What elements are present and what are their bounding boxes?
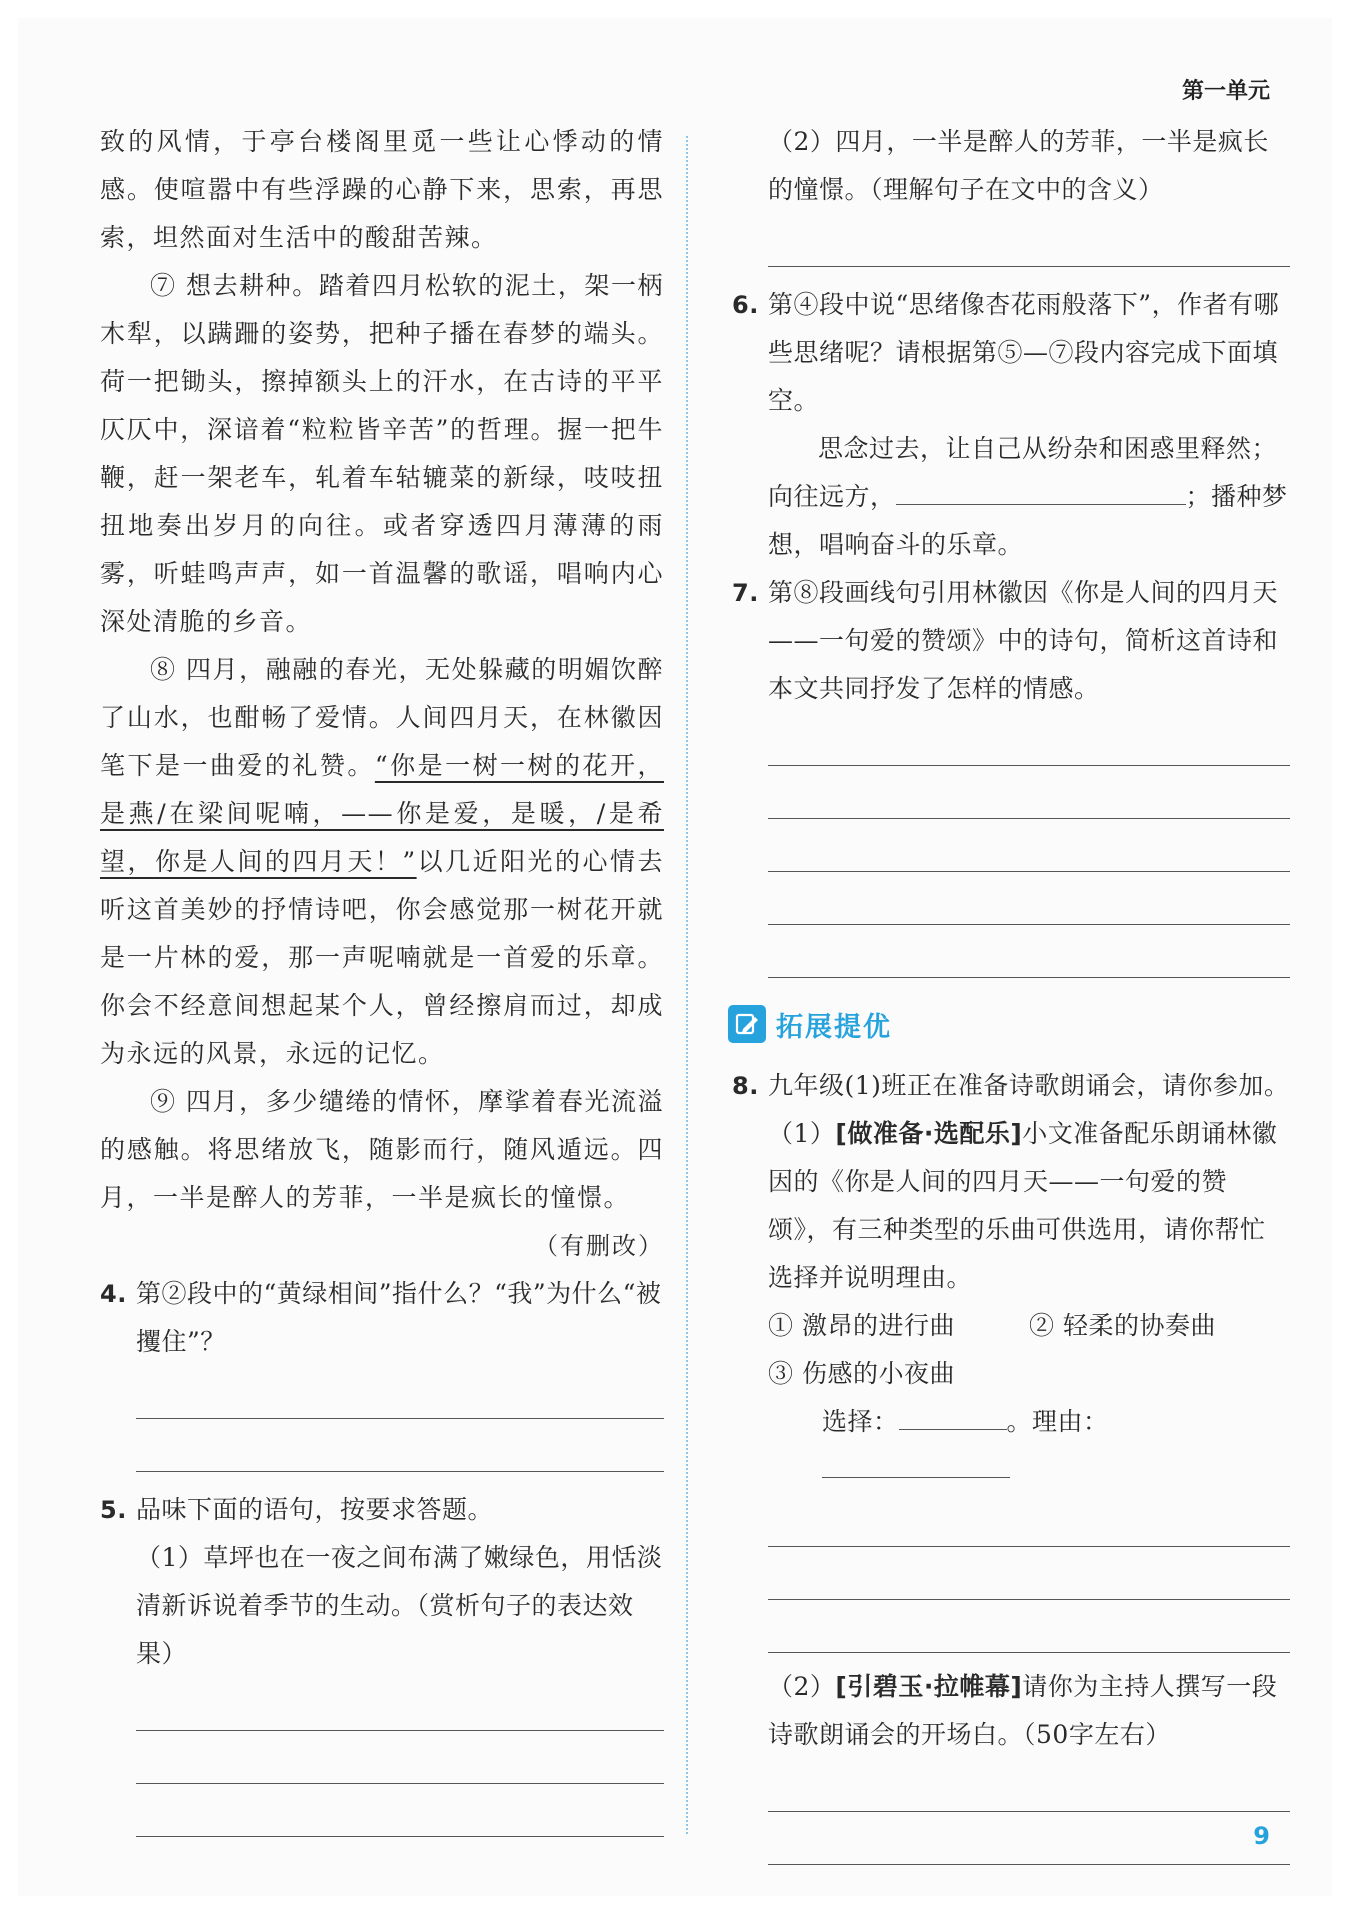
passage-paragraph-9: ⑨ 四月，多少缱绻的情怀，摩挲着春光流溢的感触。将思绪放飞，随影而行，随风遁远。四月，一半是醉人的芳菲，一半是疯长的憧憬。 <box>100 1087 664 1212</box>
question-5-number: 5. <box>100 1496 127 1524</box>
question-4-number: 4. <box>100 1280 127 1308</box>
paragraph-8-lead: ⑧ 四月，融融的春光，无处躲藏的明媚饮醉了山水，也酣畅了爱情。人间四月天，在林徽因笔下是一曲爱的礼赞。 <box>100 655 664 780</box>
paragraph-8-rest: 以几近阳光的心情去听这首美妙的抒情诗吧，你会感觉那一树花开就是一片林的爱，那一声呢喃就是一首爱的乐章。你会不经意间想起某个人，曾经擦肩而过，却成为永远的风景，永远的记忆。 <box>100 847 664 1068</box>
answer-line[interactable] <box>768 1600 1290 1653</box>
left-column <box>100 118 664 1837</box>
music-options <box>768 1302 1290 1350</box>
answer-line[interactable] <box>768 872 1290 925</box>
source-note: （有删改） <box>534 1232 664 1260</box>
question-5-sub-1: （1）草坪也在一夜之间布满了嫩绿色，用恬淡清新诉说着季节的生动。（赏析句子的表达效果） <box>136 1543 663 1668</box>
choice-label: 选择： <box>822 1407 899 1436</box>
passage-paragraph-7: ⑦ 想去耕种。踏着四月松软的泥土，架一柄木犁，以蹒跚的姿势，把种子播在春梦的端头。荷一把锄头，擦掉额头上的汗水，在古诗的平平仄仄中，深谙着“粒粒皆辛苦”的哲理。握一把牛鞭，赶一架老车，轧着车轱辘菜的新绿，吱吱扭扭地奏出岁月的向往。或者穿透四月薄薄的雨雾，听蛙鸣声声，如一首温馨的歌谣，唱响内心深处清脆的乡音。 <box>100 271 664 636</box>
question-4-text: 第②段中的“黄绿相间”指什么？“我”为什么“被攫住”？ <box>136 1279 662 1356</box>
answer-line[interactable] <box>136 1419 664 1472</box>
question-8-number: 8. <box>732 1072 759 1100</box>
answer-line[interactable] <box>768 766 1290 819</box>
question-8-sub-1 <box>768 1110 1290 1302</box>
sub-2-prefix: （2） <box>768 1672 836 1701</box>
answer-line[interactable] <box>136 1784 664 1837</box>
underlined-poem-quote: “你是一树一树的花开，是燕/在梁间呢喃，——你是爱，是暖，/是希望，你是人间的四月天！” <box>100 751 664 876</box>
question-5 <box>100 1486 664 1837</box>
question-6-fill-3: ；播种梦想，唱响奋斗的乐章。 <box>768 482 1288 559</box>
choice-line <box>768 1398 1290 1494</box>
question-5-sub-2: （2）四月，一半是醉人的芳菲，一半是疯长的憧憬。（理解句子在文中的含义） <box>768 127 1269 204</box>
sub-1-text: 小文准备配乐朗诵林徽因的《你是人间的四月天——一句爱的赞颂》，有三种类型的乐曲可供选用，请你帮忙选择并说明理由。 <box>768 1119 1278 1292</box>
answer-line[interactable] <box>768 1759 1290 1812</box>
question-7-number: 7. <box>732 579 759 607</box>
question-6-fill-1: 思念过去，让自己从纷杂和困惑里释然； <box>818 434 1278 463</box>
option-3: ③ 伤感的小夜曲 <box>768 1359 955 1388</box>
answer-line[interactable] <box>136 1678 664 1731</box>
answer-line[interactable] <box>768 1865 1290 1896</box>
passage-paragraph-6-end: 致的风情，于亭台楼阁里觅一些让心悸动的情感。使喧嚣中有些浮躁的心静下来，思索，再思索，坦然面对生活中的酸甜苦辣。 <box>100 127 664 252</box>
answer-line[interactable] <box>768 214 1290 267</box>
answer-line[interactable] <box>768 1812 1290 1865</box>
pencil-icon <box>728 1005 766 1043</box>
question-6-fill-2-line <box>768 473 1290 569</box>
sub-2-text: 请你为主持人撰写一段诗歌朗诵会的开场白。（50字左右） <box>768 1672 1278 1749</box>
sub-1-tag: [做准备·选配乐] <box>835 1119 1023 1148</box>
option-2: ② 轻柔的协奏曲 <box>1029 1311 1216 1340</box>
question-6-text: 第④段中说“思绪像杏花雨般落下”，作者有哪些思绪呢？请根据第⑤—⑦段内容完成下面填空。 <box>768 290 1280 415</box>
fill-in-blank[interactable] <box>896 474 1186 505</box>
choice-blank[interactable] <box>899 1399 1007 1430</box>
answer-line[interactable] <box>768 713 1290 766</box>
reason-blank[interactable] <box>822 1447 1010 1478</box>
sub-2-tag: [引碧玉·拉帷幕] <box>835 1672 1023 1701</box>
unit-title: 第一单元 <box>1181 79 1270 104</box>
question-5-continued <box>732 118 1290 267</box>
question-6 <box>732 281 1290 569</box>
answer-line[interactable] <box>768 925 1290 978</box>
sub-1-prefix: （1） <box>768 1119 836 1148</box>
question-7 <box>732 569 1290 978</box>
right-column <box>732 118 1290 1896</box>
question-5-text: 品味下面的语句，按要求答题。 <box>136 1495 494 1524</box>
question-6-fill-2: 向往远方， <box>768 482 896 511</box>
question-4 <box>100 1270 664 1472</box>
section-header-extension <box>728 998 1290 1050</box>
question-8 <box>732 1062 1290 1896</box>
answer-line[interactable] <box>768 1547 1290 1600</box>
workbook-page <box>18 18 1332 1896</box>
answer-line[interactable] <box>136 1366 664 1419</box>
answer-line[interactable] <box>768 1494 1290 1547</box>
column-divider <box>686 136 688 1834</box>
page-number: 9 <box>1253 1822 1270 1850</box>
passage-paragraph-8 <box>100 646 664 1078</box>
reason-label: 。理由： <box>1006 1407 1109 1436</box>
answer-line[interactable] <box>768 819 1290 872</box>
question-6-number: 6. <box>732 291 759 319</box>
question-7-text: 第⑧段画线句引用林徽因《你是人间的四月天——一句爱的赞颂》中的诗句，简析这首诗和本文共同抒发了怎样的情感。 <box>768 578 1279 703</box>
option-1: ① 激昂的进行曲 <box>768 1311 955 1340</box>
answer-line[interactable] <box>136 1731 664 1784</box>
question-8-text: 九年级(1)班正在准备诗歌朗诵会，请你参加。 <box>768 1071 1290 1100</box>
section-title: 拓展提优 <box>776 1011 892 1043</box>
question-8-sub-2 <box>768 1663 1290 1759</box>
